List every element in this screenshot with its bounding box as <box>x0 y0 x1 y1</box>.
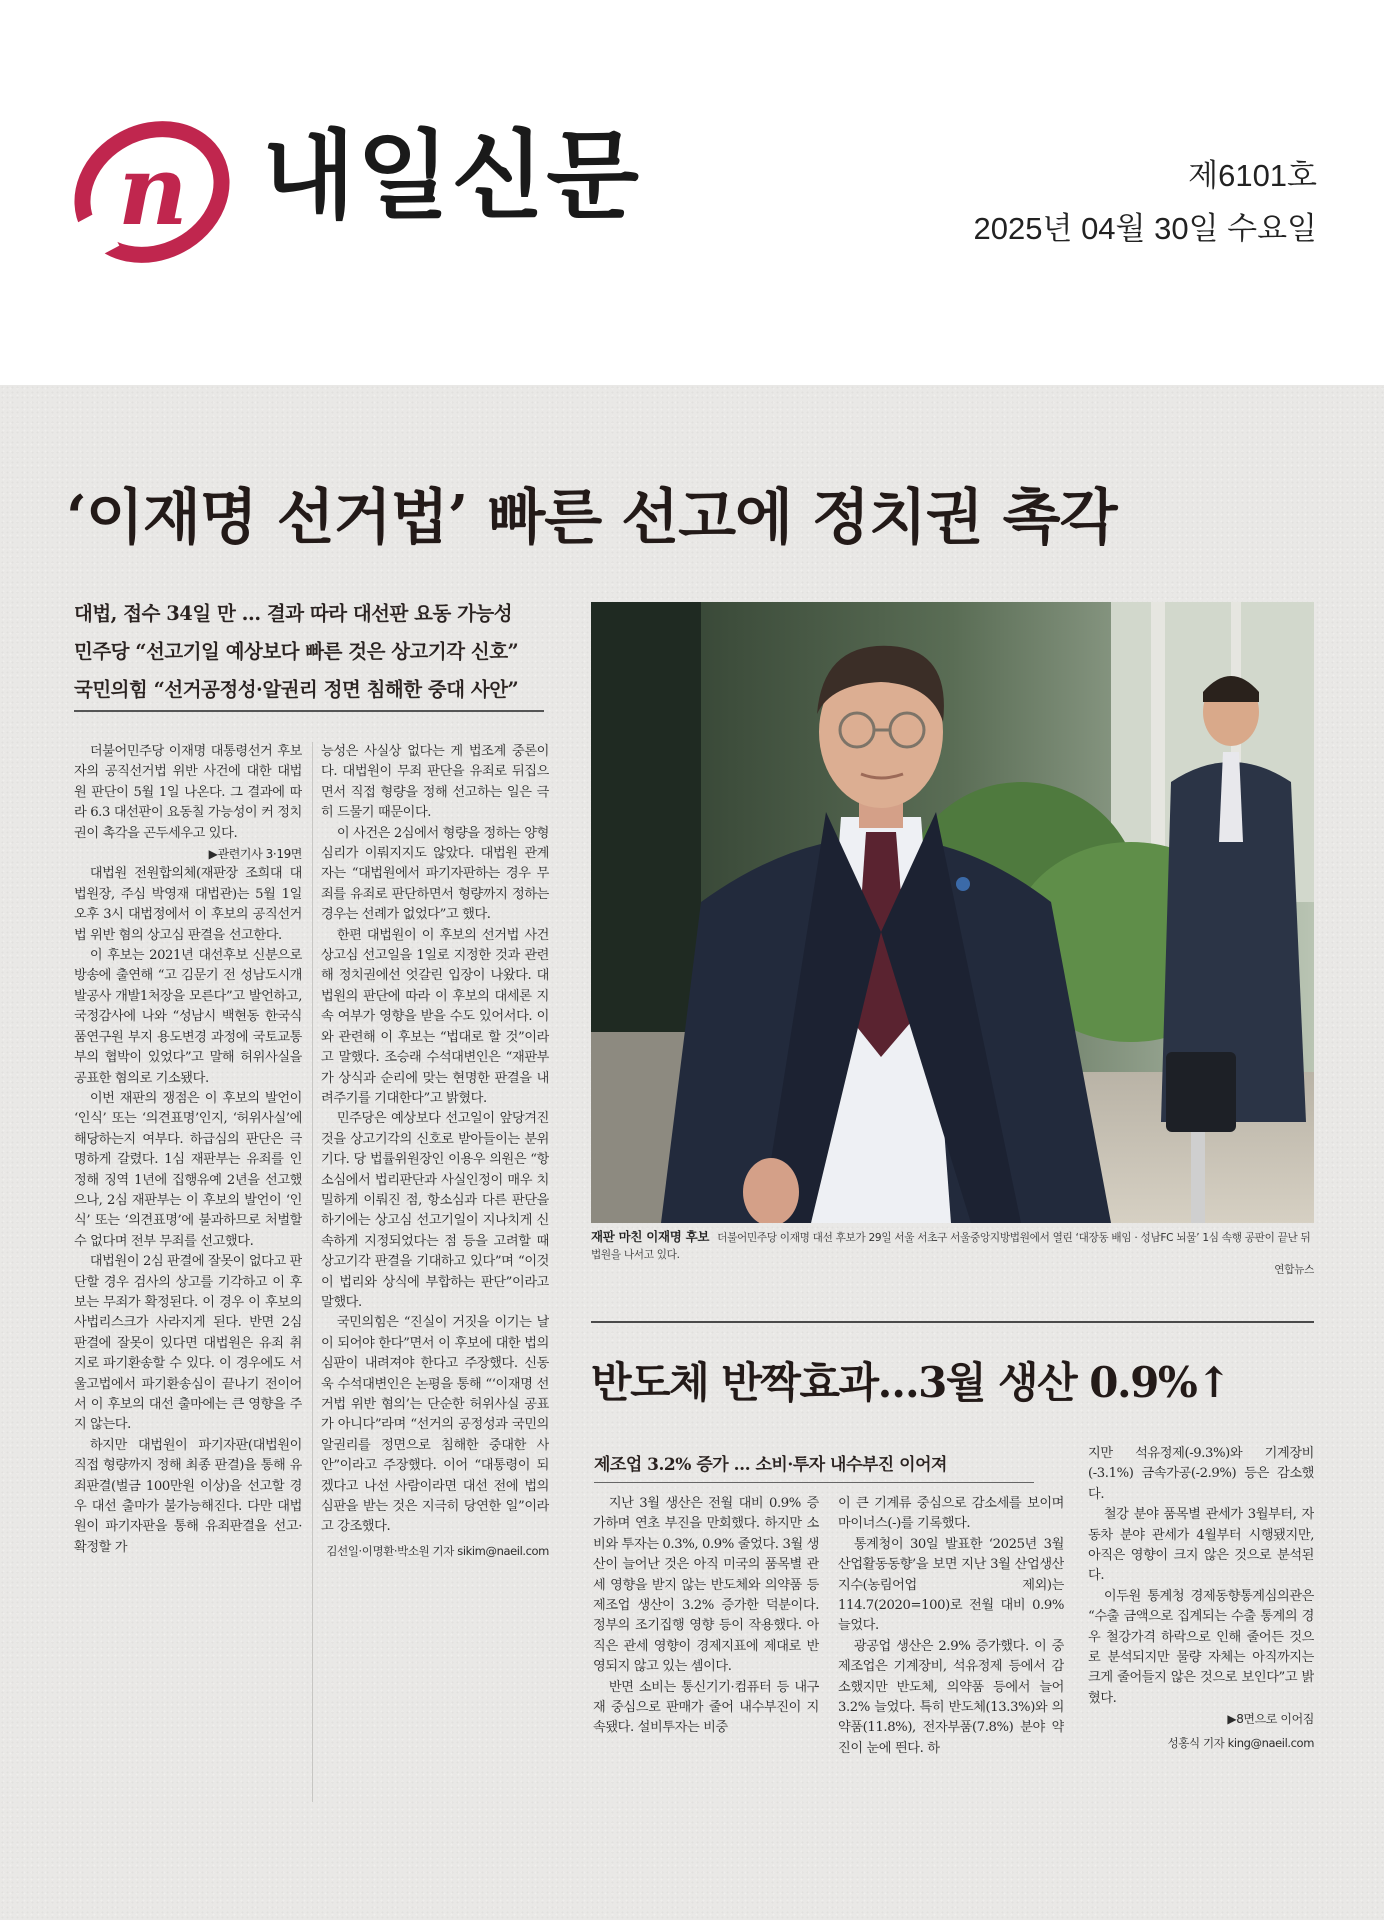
second-subhead-divider <box>594 1482 1034 1483</box>
article-column-5 <box>1088 1444 1314 1814</box>
photo-credit: 연합뉴스 <box>1274 1264 1314 1276</box>
paragraph: 대법원이 2심 판결에 잘못이 없다고 판단할 경우 검사의 상고를 기각하고 이 후보는 무죄가 확정된다. 이 경우 이 후보의 사법리스크가 사라지게 된다. 반면 2심 판결에 잘못이 있다면 대법원은 유죄 취지로 파기환송할 수 있다. 이 경우에도 서울고법에서 파기환송심이 끝나기 전이어서 이 후보의 대선 출마에는 큰 영향을 주지 않는다. <box>74 1254 302 1433</box>
article-column-2 <box>321 742 549 1812</box>
story-divider <box>591 1321 1314 1323</box>
second-headline: 반도체 반짝효과…3월 생산 0.9%↑ <box>591 1358 1230 1407</box>
article-column-3 <box>593 1494 819 1814</box>
caption-text: 더불어민주당 이재명 대선 후보가 29일 서울 서초구 서울중앙지방법원에서 열린 ‘대장동 배임 · 성남FC 뇌물’ 1심 속행 공판이 끝난 뒤 법원을 나서고 있다. <box>591 1232 1311 1261</box>
paragraph: 광공업 생산은 2.9% 증가했다. 이 중 제조업은 기계장비, 석유정제 등에서 감소했지만 반도체, 의약품 등에서 늘어 3.2% 늘었다. 특히 반도체(13.3%)와 의약품(11.8%), 전자부품(7.8%) 분야 약진이 눈에 띈다. 하 <box>838 1638 1064 1756</box>
paragraph: 지난 3월 생산은 전월 대비 0.9% 증가하며 연초 부진을 만회했다. 하지만 소비와 투자는 0.3%, 0.9% 줄었다. 3월 생산이 늘어난 것은 아직 미국의 품목별 관세 영향을 받지 않는 반도체와 의약품 등 제조업 생산이 3.2% 증가한 덕분이다. 정부의 조기집행 영향 등이 작용했다. 아직은 관세 영향이 경제지표에 제대로 반영되지 않고 있는 셈이다. <box>593 1496 819 1675</box>
paragraph: 국민의힘은 “진실이 거짓을 이기는 날이 되어야 한다”면서 이 후보에 대한 법의 심판이 내려져야 한다고 주장했다. 신동욱 수석대변인은 논평을 통해 “‘이재명 선거법 위반 혐의’는 단순한 허위사실 공표가 아니다”라며 “선거의 공정성과 국민의 알권리를 정면으로 침해한 중대한 사안”이라고 주장했다. 이어 “대통령이 되겠다고 나선 사람이라면 대선 전에 법의 심판을 받는 것은 지극히 당연한 일”이라고 강조했다. <box>321 1315 549 1535</box>
paragraph: 하지만 대법원이 파기자판(대법원이 직접 형량까지 정해 최종 판결)을 통해 유죄판결(벌금 100만원 이상)을 선고할 경우 대선 출마가 불가능해진다. 다만 대법원이 파기자판을 통해 유죄판결을 선고·확정할 가 <box>74 1437 302 1555</box>
photo-caption <box>591 1228 1314 1279</box>
issue-date: 2025년 04월 30일 수요일 <box>973 211 1317 246</box>
continued-ref: ▶8면으로 이어짐 <box>1227 1712 1314 1727</box>
subhead-3: 국민의힘 “선거공정성·알권리 정면 침해한 중대 사안” <box>74 678 519 701</box>
paragraph: 이 큰 기계류 중심으로 감소세를 보이며 마이너스(-)를 기록했다. <box>838 1496 1064 1532</box>
main-headline: ‘이재명 선거법’ 빠른 선고에 정치권 촉각 <box>66 483 1117 553</box>
paragraph: 철강 분야 품목별 관세가 3월부터, 자동차 분야 관세가 4월부터 시행됐지만, 아직은 영향이 크지 않은 것으로 분석된다. <box>1088 1507 1314 1584</box>
article-column-1 <box>74 742 302 1812</box>
subhead-divider <box>74 710 544 712</box>
second-subhead: 제조업 3.2% 증가 … 소비·투자 내수부진 이어져 <box>594 1455 947 1475</box>
subhead-2: 민주당 “선고기일 예상보다 빠른 것은 상고기각 신호” <box>74 640 519 663</box>
paragraph: 이 사건은 2심에서 형량을 정하는 양형 심리가 이뤄지지도 않았다. 대법원 관계자는 “대법원에서 파기자판하는 경우 무죄를 유죄로 판단하면서 형량까지 정하는 경우는 선례가 없었다”고 했다. <box>321 825 549 923</box>
caption-title: 재판 마친 이재명 후보 <box>591 1229 710 1244</box>
news-photo <box>591 602 1314 1223</box>
subhead-1: 대법, 접수 34일 만 … 결과 따라 대선판 요동 가능성 <box>74 602 513 625</box>
paragraph: 이두원 통계청 경제동향통계심의관은 “수출 금액으로 집계되는 수출 통계의 경우 철강가격 하락으로 인해 줄어든 것으로 분석되지만 물량 자체는 아직까지는 크게 줄어들지 않은 것으로 보인다”고 밝혔다. <box>1088 1588 1314 1706</box>
paragraph: 반면 소비는 통신기기·컴퓨터 등 내구재 중심으로 판매가 줄어 내수부진이 지속됐다. 설비투자는 비중 <box>593 1679 819 1736</box>
logo-text: 내일신문 <box>262 120 641 232</box>
naeil-logo-icon <box>66 112 236 272</box>
byline: 김선일·이명환·박소원 기자 sikim@naeil.com <box>326 1543 549 1558</box>
byline: 성홍식 기자 king@naeil.com <box>1167 1735 1314 1750</box>
paragraph: 한편 대법원이 이 후보의 선거법 사건 상고심 선고일을 1일로 지정한 것과 관련해 정치권에선 엇갈린 입장이 나왔다. 대법원의 판단에 따라 이 후보의 대세론 지속 여부가 영향을 받을 수도 있어서다. 이와 관련해 이 후보는 “법대로 할 것”이라고 말했다. 조승래 수석대변인은 “재판부가 상식과 순리에 맞는 현명한 판결을 내려주기를 기대한다”고 밝혔다. <box>321 927 549 1106</box>
article-column-4 <box>838 1494 1064 1814</box>
paragraph: 대법원 전원합의체(재판장 조희대 대법원장, 주심 박영재 대법관)는 5월 1일 오후 3시 대법정에서 이 후보의 공직선거법 위반 혐의 상고심 판결을 선고한다. <box>74 866 302 943</box>
masthead <box>0 0 1384 385</box>
paragraph: 통계청이 30일 발표한 ‘2025년 3월 산업활동동향’을 보면 지난 3월 산업생산지수(농림어업 제외)는 114.7(2020=100)로 전월 대비 0.9% 늘었다. <box>838 1536 1064 1634</box>
related-articles-ref: ▶관련기사 3·19면 <box>208 847 302 862</box>
logo-letter: n <box>118 134 188 247</box>
paragraph: 민주당은 예상보다 선고일이 앞당겨진 것을 상고기각의 신호로 받아들이는 분위기다. 당 법률위원장인 이용우 의원은 “항소심에서 법리판단과 사실인정이 매우 치밀하게 이뤄진 점, 항소심과 다른 판단을 하기에는 상고심 선고기일이 지나치게 신속하게 지정되었다는 점 등을 고려할 때 상고기각 판결을 기대하고 있다”며 “이것이 법리와 상식에 부합하는 판단”이라고 말했다. <box>321 1111 549 1310</box>
issue-number: 제6101호 <box>1188 158 1317 193</box>
paragraph: 지만 석유정제(-9.3%)와 기계장비(-3.1%) 금속가공(-2.9%) 등은 감소했다. <box>1088 1446 1314 1502</box>
paragraph: 이번 재판의 쟁점은 이 후보의 발언이 ‘인식’ 또는 ‘의견표명’인지, ‘허위사실’에 해당하는지 여부다. 하급심의 판단은 극명하게 갈렸다. 1심 재판부는 유죄를 인정해 징역 1년에 집행유예 2년을 선고했으나, 2심 재판부는 이 후보의 발언이 ‘인식’ 또는 ‘의견표명’에 불과하므로 처벌할 수 없다며 전부 무죄를 선고했다. <box>74 1090 302 1249</box>
paragraph: 능성은 사실상 없다는 게 법조계 중론이다. 대법원이 무죄 판단을 유죄로 뒤집으면서 직접 형량을 정해 선고하는 일은 극히 드물기 때문이다. <box>321 744 549 821</box>
paragraph: 이 후보는 2021년 대선후보 신분으로 방송에 출연해 “고 김문기 전 성남도시개발공사 개발1처장을 모른다”고 발언하고, 국정감사에 나와 “성남시 백현동 한국식품연구원 부지 용도변경 과정에 국토교통부의 협박이 있었다”고 말해 허위사실을 공표한 혐의로 기소됐다. <box>74 948 302 1086</box>
paragraph: 더불어민주당 이재명 대통령선거 후보자의 공직선거법 위반 사건에 대한 대법원 판단이 5월 1일 나온다. 그 결과에 따라 6.3 대선판이 요동칠 가능성이 커 정치권이 촉각을 곤두세우고 있다. <box>74 744 302 841</box>
column-divider <box>312 742 313 1802</box>
